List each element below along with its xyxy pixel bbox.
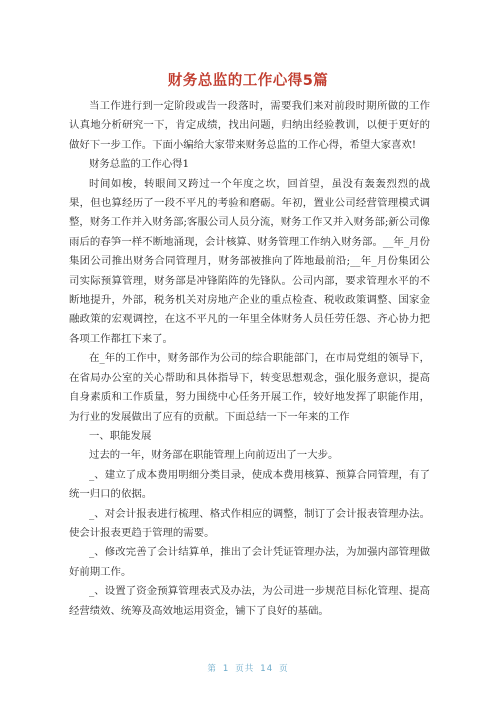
page-total: 14 [260, 664, 274, 674]
body-paragraph: 时间如梭，转眼间又跨过一个年度之坎，回首望，虽没有轰轰烈烈的战果，但也算经历了一段不平凡的考验和磨砺。年初，置业公司经营管理模式调整，财务工作并入财务部;客服公司人员分流，财务工作又并入财务部;新公司像雨后的春笋一样不断地涌现，会计核算、财务管理工作纳入财务部。__年_月份集团公司推出财务合同管理月，财务部被推向了阵地最前沿;__年_月份集团公司实际预算管理，财务部是冲锋陷阵的先锋队。公司内部，要求管理水平的不断地提升，外部，税务机关对房地产企业的重点检查、税收政策调整、国家金融政策的宏观调控，在这不平凡的一年里全体财务人员任劳任怨、齐心协力把各项工作都扛下来了。 [69, 177, 430, 345]
list-item: _、对会计报表进行梳理、格式作相应的调整，制订了会计报表管理办法。使会计报表更趋于管理的需要。 [69, 507, 430, 539]
footer-suffix: 页 [279, 664, 289, 674]
list-item: _、修改完善了会计结算单，推出了会计凭证管理办法，为加强内部管理做好前期工作。 [69, 546, 430, 578]
list-item: _、建立了成本费用明细分类目录，使成本费用核算、预算合同管理，有了统一归口的依据。 [69, 468, 430, 501]
page-number: 1 [222, 664, 230, 674]
body-paragraph: 过去的一年，财务部在职能管理上向前迈出了一大步。 [89, 449, 339, 462]
intro-paragraph: 当工作进行到一定阶段或告一段落时，需要我们来对前段时期所做的工作认真地分析研究一下，肯定成绩，找出问题，归纳出经验教训，以便于更好的做好下一步工作。下面小编给大家带来财务总监的工作心得，希望大家喜欢! [69, 100, 430, 151]
document-title: 财务总监的工作心得5篇 [167, 73, 329, 89]
list-item: _、设置了资金预算管理表式及办法，为公司进一步规范目标化管理、提高经营绩效、统筹及高效地运用资金，铺下了良好的基础。 [69, 585, 430, 617]
page-footer [0, 662, 496, 674]
body-paragraph: 在_年的工作中，财务部作为公司的综合职能部门，在市局党组的领导下，在省局办公室的关心帮助和具体指导下，转变思想观念，强化服务意识，提高自身素质和工作质量，努力围绕中心任务开展工作，较好地发挥了职能作用，为行业的发展做出了应有的贡献。下面总结一下一年来的工作 [69, 352, 430, 423]
section-heading-1: 财务总监的工作心得1 [89, 158, 190, 171]
footer-prefix: 第 [207, 664, 217, 674]
section-heading-2: 一、职能发展 [89, 429, 152, 442]
footer-middle: 页共 [235, 664, 255, 674]
document-body [69, 97, 430, 621]
